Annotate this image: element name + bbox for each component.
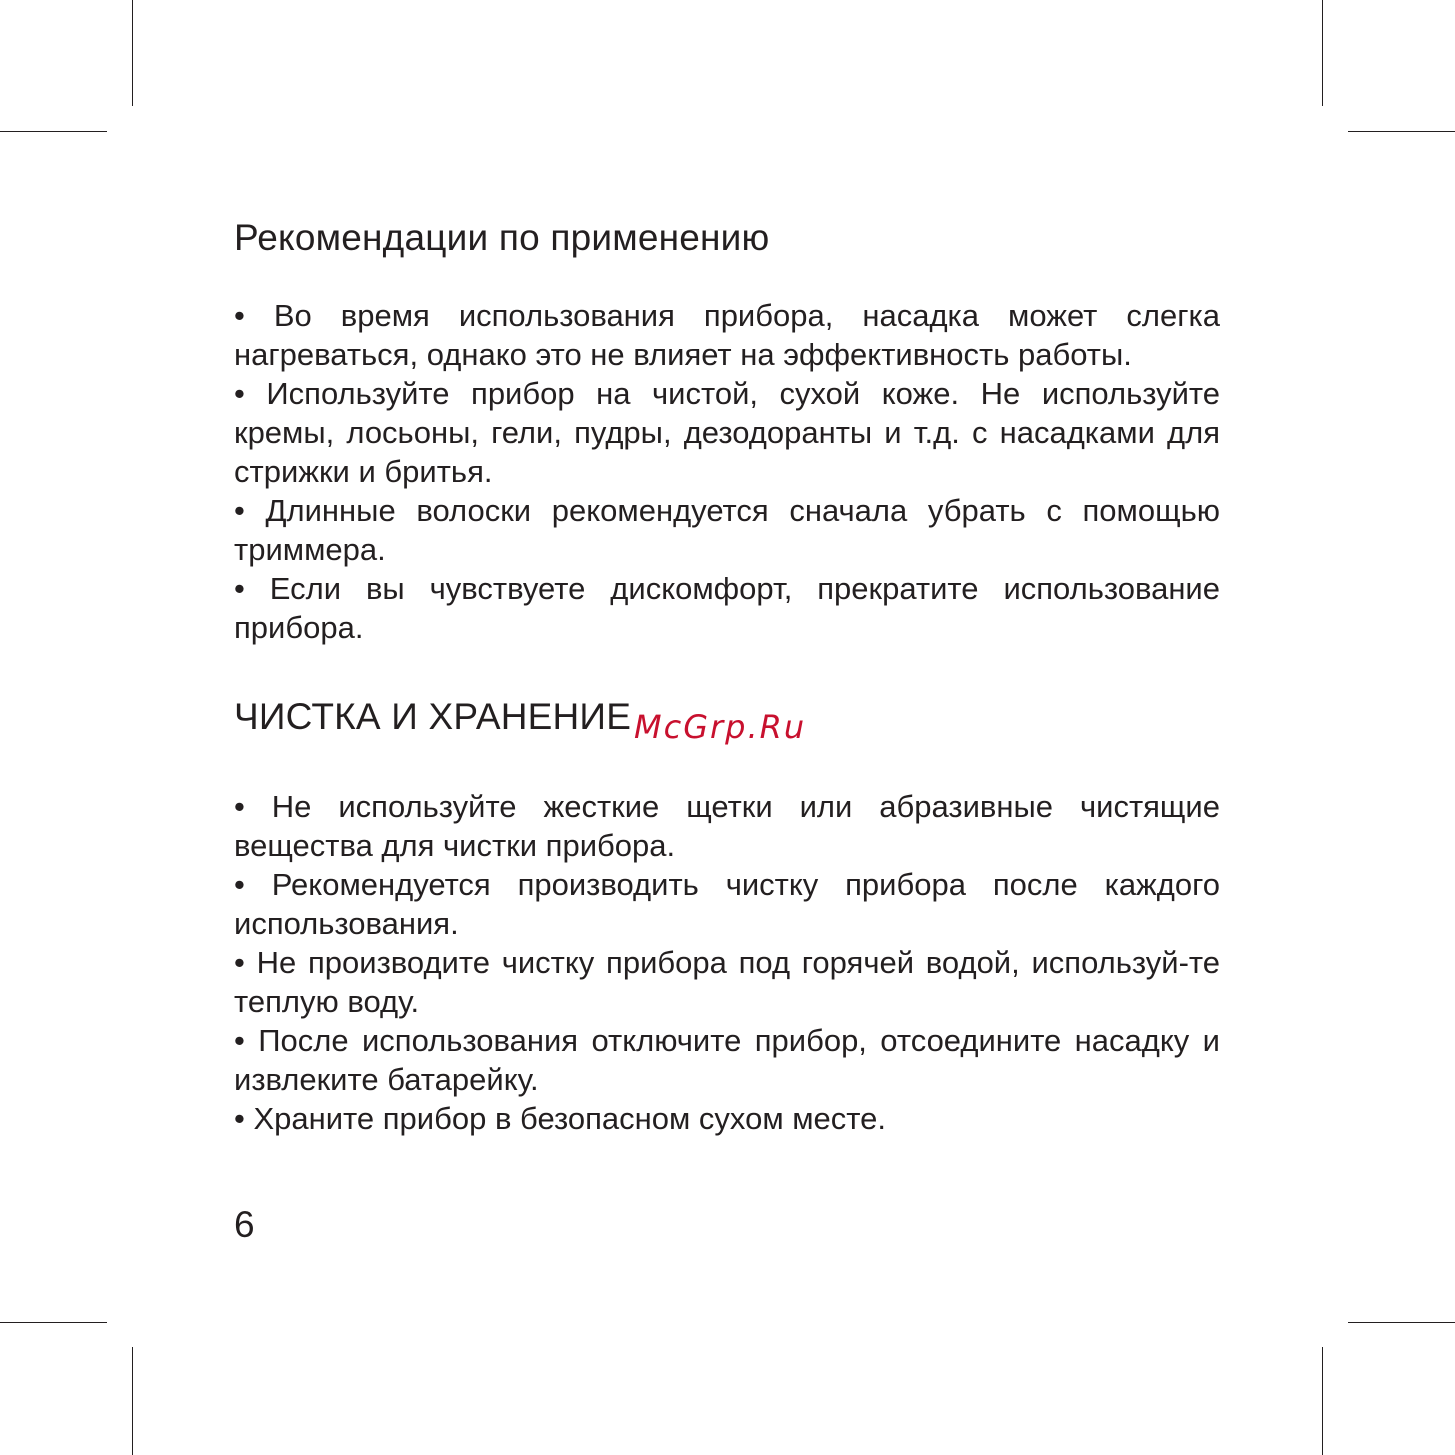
crop-mark-top-right-vertical [1322, 0, 1323, 106]
crop-mark-top-right-horizontal [1348, 131, 1455, 132]
bullet-item: • Не производите чистку прибора под горячей водой, используй-те теплую воду. [234, 945, 1220, 1019]
crop-mark-bottom-right-vertical [1322, 1347, 1323, 1455]
section-title-cleaning-storage: ЧИСТКА И ХРАНЕНИЕ [234, 696, 632, 737]
watermark-logo: McGrp.Ru [634, 708, 807, 746]
crop-mark-top-left-horizontal [0, 131, 107, 132]
crop-mark-top-left-vertical [132, 0, 133, 106]
bullet-item: • Используйте прибор на чистой, сухой коже. Не используйте кремы, лосьоны, гели, пудры, дезодоранты и т.д. с насадками для стрижки и бритья. [234, 376, 1220, 489]
bullet-item: • Если вы чувствуете дискомфорт, прекратите использование прибора. [234, 571, 1220, 645]
bullet-item: • Рекомендуется производить чистку прибора после каждого использования. [234, 867, 1220, 941]
crop-mark-bottom-right-horizontal [1348, 1322, 1455, 1323]
bullet-item: • Длинные волоски рекомендуется сначала убрать с помощью триммера. [234, 493, 1220, 567]
bullet-item: • Во время использования прибора, насадка может слегка нагреваться, однако это не влияет на эффективность работы. [234, 298, 1220, 372]
bullet-item: • После использования отключите прибор, отсоедините насадку и извлеките батарейку. [234, 1023, 1220, 1097]
page-number: 6 [234, 1204, 255, 1245]
bullet-item: • Не используйте жесткие щетки или абразивные чистящие вещества для чистки прибора. [234, 789, 1220, 863]
page-content [234, 214, 1220, 1138]
bullet-item: • Храните прибор в безопасном сухом месте. [234, 1101, 886, 1136]
crop-mark-bottom-left-horizontal [0, 1322, 107, 1323]
section-title-recommendations: Рекомендации по применению [234, 217, 770, 258]
crop-mark-bottom-left-vertical [132, 1347, 133, 1455]
